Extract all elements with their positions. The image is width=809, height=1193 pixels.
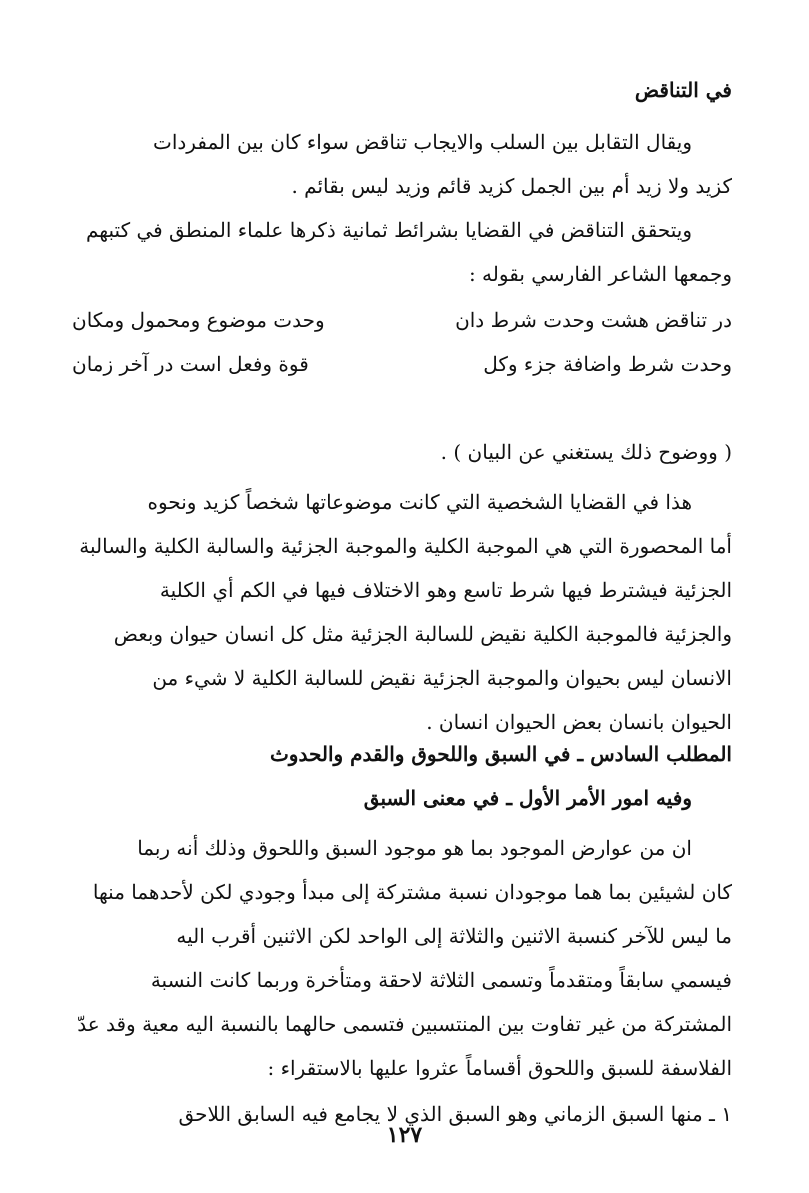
- paragraph-line: والجزئية فالموجبة الكلية نقيض للسالبة الجزئية مثل كل انسان حيوان وبعض: [113, 622, 732, 646]
- subsection-title: وفيه امور الأمر الأول ـ في معنى السبق: [363, 786, 692, 810]
- paragraph-line: ويقال التقابل بين السلب والايجاب تناقض سواء كان بين المفردات: [153, 130, 692, 154]
- paragraph-line: فيسمي سابقاً ومتقدماً وتسمى الثلاثة لاحقة ومتأخرة وربما كانت النسبة: [150, 968, 732, 992]
- paragraph-line: هذا في القضايا الشخصية التي كانت موضوعاتها شخصاً كزيد ونحوه: [147, 490, 692, 514]
- verse-line1-right: در تناقض هشت وحدت شرط دان: [455, 308, 732, 332]
- section-title: المطلب السادس ـ في السبق واللحوق والقدم والحدوث: [269, 742, 732, 766]
- paragraph-line: الجزئية فيشترط فيها شرط تاسع وهو الاختلاف فيها في الكم أي الكلية: [159, 578, 732, 602]
- paragraph-line: ويتحقق التناقض في القضايا بشرائط ثمانية ذكرها علماء المنطق في كتبهم: [85, 218, 692, 242]
- verse-line1-left: وحدت موضوع ومحمول ومكان: [72, 308, 325, 332]
- paragraph-line: الحيوان بانسان بعض الحيوان انسان .: [426, 710, 732, 734]
- bracketed-note: ( ووضوح ذلك يستغني عن البيان ) .: [440, 440, 732, 464]
- paragraph-line: ما ليس للآخر كنسبة الاثنين والثلاثة إلى الواحد لكن الاثنين أقرب اليه: [176, 924, 732, 948]
- paragraph-line: ان من عوارض الموجود بما هو موجود السبق واللحوق وذلك أنه ربما: [137, 836, 692, 860]
- book-page: [72, 60, 732, 1160]
- paragraph-line: كان لشيئين بما هما موجودان نسبة مشتركة إلى مبدأ وجودي لكن لأحدهما منها: [92, 880, 732, 904]
- numbered-item: ١ ـ منها السبق الزماني وهو السبق الذي لا يجامع فيه السابق اللاحق: [178, 1102, 732, 1126]
- verse-line2-right: وحدت شرط واضافة جزء وكل: [483, 352, 732, 376]
- paragraph-line: المشتركة من غير تفاوت بين المنتسبين فتسمى حالهما بالنسبة اليه معية وقد عدّ: [77, 1012, 732, 1036]
- paragraph-line: وجمعها الشاعر الفارسي بقوله :: [468, 262, 732, 286]
- verse-line2-left: قوة وفعل است در آخر زمان: [72, 352, 309, 376]
- paragraph-line: الفلاسفة للسبق واللحوق أقساماً عثروا عليها بالاستقراء :: [267, 1056, 732, 1080]
- paragraph-line: كزيد ولا زيد أم بين الجمل كزيد قائم وزيد ليس بقائم .: [291, 174, 732, 198]
- paragraph-line: أما المحصورة التي هي الموجبة الكلية والموجبة الجزئية والسالبة الكلية والسالبة: [79, 534, 732, 558]
- section-heading-contradiction: في التناقض: [634, 78, 732, 102]
- page-number: ١٢٧: [386, 1122, 423, 1148]
- paragraph-line: الانسان ليس بحيوان والموجبة الجزئية نقيض للسالبة الكلية لا شيء من: [152, 666, 732, 690]
